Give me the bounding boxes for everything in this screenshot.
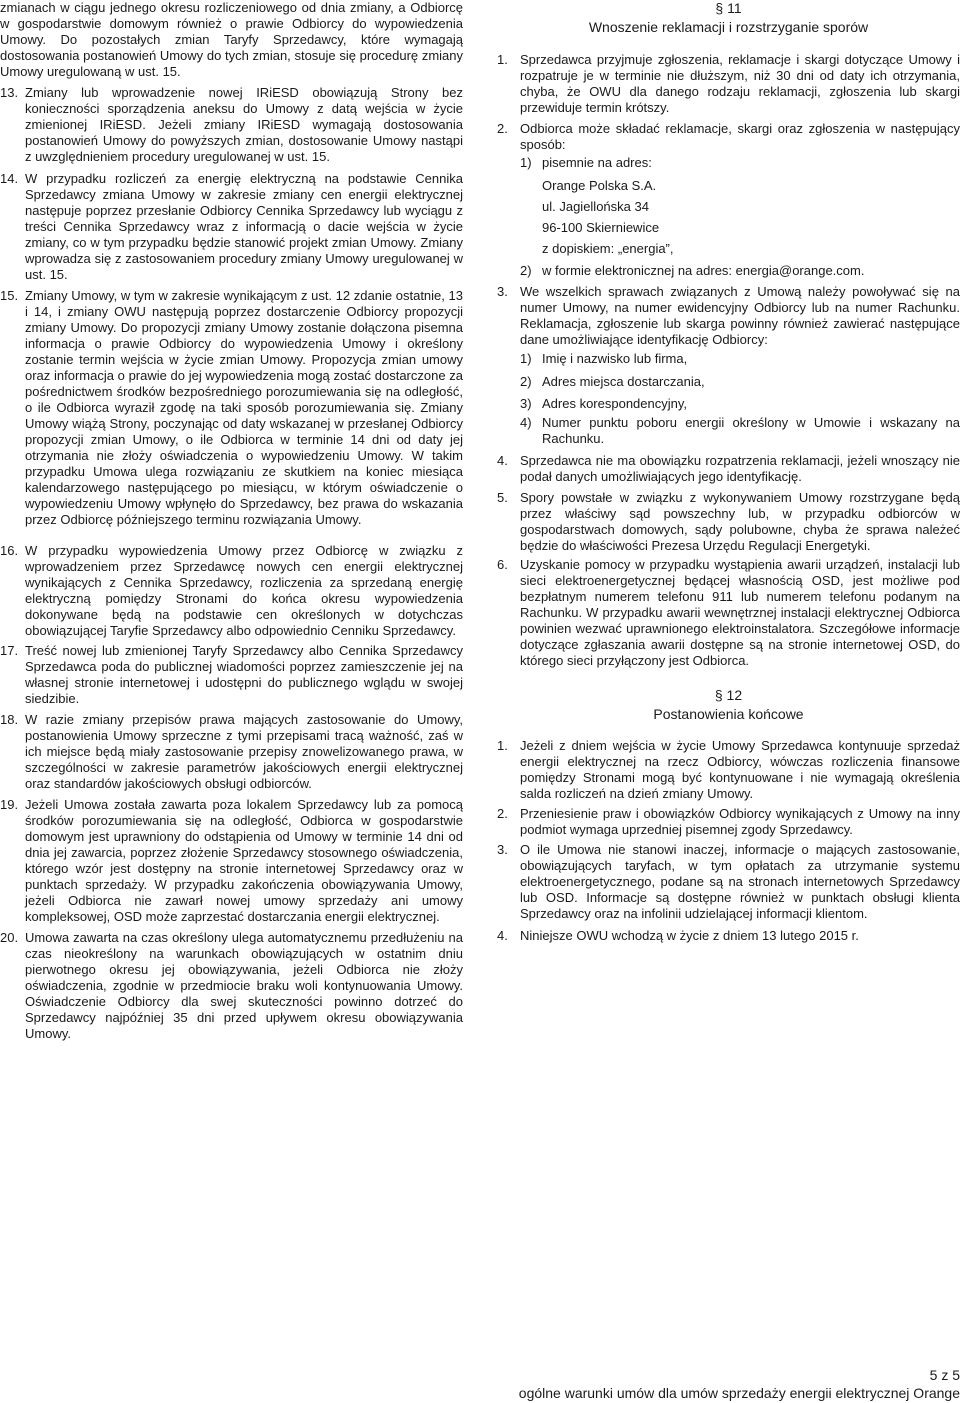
postal-address-line: Orange Polska S.A. [542,178,657,193]
s11-clause-3-sub-2 [520,374,960,390]
clause-number: 1. [497,738,508,753]
clause-18 [0,712,463,792]
clause-text: Zmiany lub wprowadzenie nowej IRiESD obowiązują Strony bez konieczności sporządzenia aneksu do Umowy z datą wejścia w życie zmienionej IRiESD. Jeżeli zmiany IRiESD wymagają dostosowania postanowień Umowy do powyższych zmian, dostosowanie Umowy nastąpi z uwzględnieniem procedury uregulowanej w ust. 15. [25,85,463,164]
clause-number: 13. [0,85,19,100]
footer-document-title: ogólne warunki umów dla umów sprzedaży energii elektrycznej Orange [518,1385,960,1401]
clause-text: Treść nowej lub zmienionej Taryfy Sprzedawcy albo Cennika Sprzedawcy Sprzedawca poda do publicznej wiadomości poprzez zamieszczenie jej na własnej stronie internetowej i udostępni do publicznego wglądu w swojej siedzibie. [25,643,463,706]
clause-number: 1. [497,52,508,67]
clause-number: 17. [0,643,19,658]
sub-number: 3) [520,396,532,411]
clause-number: 14. [0,171,19,186]
sub-text: Numer punktu poboru energii określony w Umowie i wskazany na Rachunku. [542,415,960,446]
clause-text: W przypadku rozliczeń za energię elektryczną na podstawie Cennika Sprzedawcy zmiana Umowy w zakresie zmiany cen energii elektrycznej następuje poprzez przesłanie Odbiorcy Cennika Sprzedawcy lub wyciągu z treści Cennika Sprzedawcy wraz z informacją o dacie wejścia w życie zmiany, co w tym przypadku będzie stanowić projekt zmian Umowy. Zmiany wprowadza się z zastosowaniem procedury zmiany Umowy uregulowanej w ust. 15. [25,171,463,282]
section-12-heading [497,687,960,723]
sub-text: Adres korespondencyjny, [542,396,688,411]
clause-13 [0,85,463,165]
clause-text: Spory powstałe w związku z wykonywaniem Umowy rozstrzygane będą przez właściwy sąd powszechny lub, w przypadku odbiorców w gospodarstwach domowych, sądy polubowne, chyba że sprawa należeć będzie do właściwości Prezesa Urzędu Regulacji Energetyki. [520,490,960,553]
sub-number: 2) [520,374,532,389]
clause-number: 3. [497,842,508,857]
s12-clause-1 [497,738,960,802]
s12-clause-2 [497,806,960,838]
clause-text: O ile Umowa nie stanowi inaczej, informacje o mających zastosowanie, obowiązujących taryfach, w tym opłatach za utrzymanie systemu elektroenergetycznego, podane są na stronach internetowych Sprzedawcy lub OSD. Informacje są dostępne również w punktach obsługi klienta Sprzedawcy oraz na infolinii udzielającej informacji klientom. [520,842,960,921]
sub-number: 1) [520,351,532,366]
s11-clause-3 [497,284,960,446]
clause-number: 2. [497,806,508,821]
clause-number: 4. [497,453,508,468]
clause-text: W przypadku wypowiedzenia Umowy przez Odbiorcę w związku z wprowadzeniem przez Sprzedawcę nowych cen energii elektrycznej wynikających z Cennika Sprzedawcy, rozliczenia za sprzedaną energię elektryczną pomiędzy Stronami do końca okresu wypowiedzenia dokonywane będą na podstawie cen określonych w dotychczas obowiązującej Taryfie Sprzedawcy albo odpowiednio Cenniku Sprzedawcy. [25,543,463,638]
clause-text: Niniejsze OWU wchodzą w życie z dniem 13 lutego 2015 r. [520,928,859,943]
s11-clause-2-sub-1 [520,155,960,171]
s11-clause-5 [497,490,960,554]
s12-clause-4 [497,928,960,944]
section-11-mark: § 11 [715,0,742,16]
s11-clause-3-sub-1 [520,351,960,367]
sub-text: pisemnie na adres: [542,155,652,170]
sub-text: Adres miejsca dostarczania, [542,374,705,389]
s11-clause-2 [497,121,960,278]
clause-text: Odbiorca może składać reklamacje, skargi oraz zgłoszenia w następujący sposób: [520,121,960,152]
s12-clause-3 [497,842,960,922]
clause-20 [0,930,463,1042]
clause-text: W razie zmiany przepisów prawa mających zastosowanie do Umowy, postanowienia Umowy sprzeczne z tymi przepisami tracą ważność, zaś w ich miejsce będą miały zastosowanie przepisy znowelizowanego prawa, w szczególności w zakresie parametrów jakościowych energii elektrycznej oraz standardów jakościowych obsługi odbiorców. [25,712,463,791]
clause-17 [0,643,463,707]
clause-number: 4. [497,928,508,943]
clause-16 [0,543,463,639]
clause-number: 15. [0,288,19,303]
clause-number: 5. [497,490,508,505]
clause-number: 20. [0,930,19,945]
sub-number: 4) [520,415,532,430]
clause-19 [0,797,463,925]
sub-text: Imię i nazwisko lub firma, [542,351,688,366]
clause-number: 19. [0,797,19,812]
section-11-heading [497,0,960,36]
clause-15 [0,288,463,528]
postal-address-line: z dopiskiem: „energia”, [542,241,674,256]
sub-number: 1) [520,155,532,170]
clause-14 [0,171,463,283]
clause-text: Umowa zawarta na czas określony ulega automatycznemu przedłużeniu na czas nieokreślony na warunkach obowiązujących w ostatnim dniu pierwotnego okresu jej obowiązywania, jeżeli Odbiorca nie złoży oświadczenia, zgodnie w przedmiocie braku woli kontynuowania Umowy. Oświadczenie Odbiorcy dla swej skuteczności powinno dotrzeć do Sprzedawcy najpóźniej 35 dni przed upływem okresu obowiązywania Umowy. [25,930,463,1041]
clause-text: Sprzedawca przyjmuje zgłoszenia, reklamacje i skargi dotyczące Umowy i rozpatruje je w terminie nie dłuższym, niż 30 dni od daty ich otrzymania, chyba, że OWU dla danego rodzaju reklamacji, zgłoszenia lub skargi przewiduje termin krótszy. [520,52,960,115]
page-number: 5 z 5 [929,1367,960,1383]
postal-address-line: ul. Jagiellońska 34 [542,199,649,214]
clause-number: 2. [497,121,508,136]
postal-address-line: 96-100 Skierniewice [542,220,660,235]
section-12-title: Postanowienia końcowe [653,706,804,722]
s11-clause-4 [497,453,960,485]
clause-text: Przeniesienie praw i obowiązków Odbiorcy wynikających z Umowy na inny podmiot wymaga uprzedniej pisemnej zgody Sprzedawcy. [520,806,960,837]
clause-text: Zmiany Umowy, w tym w zakresie wynikającym z ust. 12 zdanie ostatnie, 13 i 14, i zmiany OWU następują poprzez dostarczenie Odbiorcy propozycji zmiany Umowy. Do propozycji zmiany Umowy zostanie dołączona pisemna informacja o prawie Odbiorcy do wypowiedzenia Umowy i określony zostanie termin wejścia w życie zmian Umowy. Propozycja zmian umowy oraz informacja o prawie do jej wypowiedzenia mogą zostać dostarczone za pośrednictwem środków bezpośredniego porozumiewania się na odległość, o ile Odbiorca wyraził zgodę na taki sposób porozumiewania się. Zmiany Umowy wiążą Strony, poczynając od daty wskazanej w przesłanej Odbiorcy propozycji zmian Umowy, o ile Odbiorca w terminie 14 dni od daty jej otrzymania nie złoży oświadczenia o wypowiedzeniu Umowy. W takim przypadku Umowa ulega rozwiązaniu ze skutkiem na koniec miesiąca kalendarzowego następującego po miesiącu, w którym oświadczenie o wypowiedzeniu Umowy wpłynęło do Sprzedawcy, bez prawa do wskazania przez Odbiorcę późniejszego terminu rozwiązania Umowy. [25,288,463,527]
s11-clause-6 [497,557,960,669]
clause-text: Jeżeli Umowa została zawarta poza lokalem Sprzedawcy lub za pomocą środków porozumiewania się na odległość, Odbiorca w gospodarstwie domowym jest uprawniony do odstąpienia od Umowy w terminie 14 dni od dnia jej zawarcia, poprzez złożenie Sprzedawcy stosownego oświadczenia, którego wzór jest dostępny na stronie internetowej Sprzedawcy oraz w punktach sprzedaży. W przypadku zakończenia obowiązywania Umowy, jeżeli Odbiorca nie zawarł nowej umowy sprzedaży ani umowy kompleksowej, OSD może zaprzestać dostarczania energii elektrycznej. [25,797,463,924]
s11-clause-3-sub-4 [520,415,960,447]
clause-text: Jeżeli z dniem wejścia w życie Umowy Sprzedawca kontynuuje sprzedaż energii elektrycznej na rzecz Odbiorcy, wówczas rozliczenia finansowe pomiędzy Stronami mogą być kontynuowane i nie wymagają określenia salda rozliczeń na dzień zmiany Umowy. [520,738,960,801]
clause-number: 3. [497,284,508,299]
s11-clause-2-sub-2 [520,263,960,279]
s11-clause-3-sub-3 [520,396,960,412]
clause-number: 18. [0,712,19,727]
sub-number: 2) [520,263,532,278]
clause-number: 16. [0,543,19,558]
section-12-mark: § 12 [714,687,743,703]
s11-clause-1 [497,52,960,116]
clause-text: We wszelkich sprawach związanych z Umową należy powoływać się na numer Umowy, na numer ewidencyjny Odbiorcy lub na numer Rachunku. Reklamacja, zgłoszenie lub skarga powinny również zawierać następujące dane umożliwiające identyfikację Odbiorcy: [520,284,960,347]
clause-text: Uzyskanie pomocy w przypadku wystąpienia awarii urządzeń, instalacji lub sieci elektroenergetycznej będącej własnością OSD, jest możliwe pod bezpłatnym numerem telefonu 911 lub numerem telefonu podanym na Rachunku. W przypadku awarii wewnętrznej instalacji elektrycznej Odbiorca powinien wezwać uprawnionego elektroinstalatora. Szczegółowe informacje dotyczące zgłaszania awarii dostępne są na stronie internetowej OSD, do którego sieci przyłączony jest Odbiorca. [520,557,960,668]
clause-text: Sprzedawca nie ma obowiązku rozpatrzenia reklamacji, jeżeli wnoszący nie podał danych umożliwiających jego identyfikację. [520,453,960,484]
section-11-title: Wnoszenie reklamacji i rozstrzyganie sporów [588,19,869,35]
sub-text: w formie elektronicznej na adres: energia@orange.com. [542,263,865,278]
paragraph-12-continued: zmianach w ciągu jednego okresu rozliczeniowego od dnia zmiany, a Odbiorcę w gospodarstwie domowym również o prawie Odbiorcy do wypowiedzenia Umowy. Do pozostałych zmian Taryfy Sprzedawcy, które wymagają dostosowania postanowień Umowy do tych zmian, stosuje się procedurę zmiany Umowy uregulowaną w ust. 15. [0,0,463,79]
clause-number: 6. [497,557,508,572]
